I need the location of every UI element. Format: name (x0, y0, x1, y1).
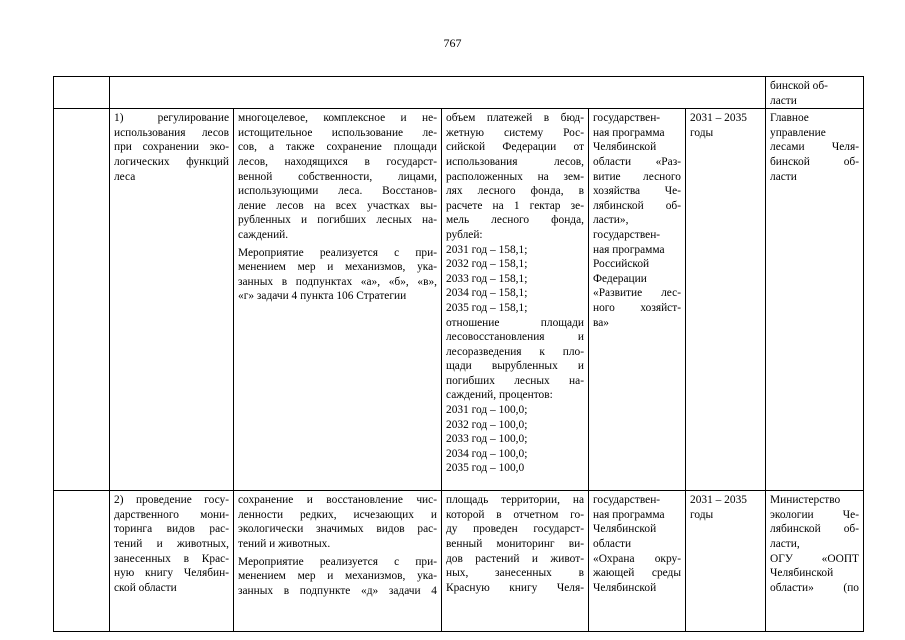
description-cell (234, 109, 442, 491)
text-line: леса (114, 170, 136, 183)
text-line: лях лесного фонда, в (446, 185, 584, 198)
text-line: занных в подпункте «д» задачи 4 (238, 584, 437, 597)
text-line: ного хозяйст- (593, 301, 681, 314)
text-line: тений и животных, (114, 537, 229, 550)
text-line: бинской об- (770, 155, 860, 168)
program-cell (589, 109, 686, 491)
text-line: экологии Че- (770, 508, 860, 521)
text-line: ную книгу Челябин- (114, 567, 229, 580)
text-line: 2032 год – 158,1; (446, 258, 528, 271)
text-line: 2) проведение госу- (114, 494, 229, 507)
text-line: рубленных и погибших лесных на- (238, 214, 437, 227)
text-line: торинга видов рас- (114, 523, 229, 536)
text-line: 2034 год – 158,1; (446, 287, 528, 300)
text-line: 2033 год – 158,1; (446, 272, 528, 285)
text-line: площадь территории, на (446, 494, 584, 507)
text-line: дарственного мони- (114, 508, 229, 521)
empty-cell (54, 77, 110, 109)
text-line: жающей среды (593, 567, 681, 580)
text-line: лесовосстановления и (446, 331, 584, 344)
text-line: расчете на 1 гектар зе- (446, 199, 584, 212)
text-line: щади вырубленных и (446, 360, 584, 373)
indicator-cell (442, 109, 589, 491)
text-line: государствен- (593, 494, 661, 507)
text-line: Российской (593, 258, 650, 271)
text-line: объем платежей в бюд- (446, 112, 584, 125)
text-line: области» (по (770, 581, 860, 594)
text-line: бинской об- (770, 80, 828, 92)
text-line: «г» задачи 4 пункта 106 Стратегии (238, 290, 407, 303)
indicator-cell (442, 491, 589, 632)
text-line: государствен- (593, 228, 661, 241)
document-table (53, 76, 864, 632)
text-line: 2031 год – 100,0; (446, 404, 528, 417)
text-line: лесами Челя- (770, 141, 860, 154)
text-line: отношение площади (446, 316, 584, 329)
text-line: Челябинской (593, 523, 657, 536)
text-line: годы (690, 126, 714, 139)
executor-cell (766, 109, 864, 491)
text-line: государствен- (593, 112, 661, 125)
text-line: Красную книгу Челя- (446, 581, 584, 594)
text-line: занных в подпунктах «а», «б», «в», (238, 275, 437, 288)
text-line: занесенных в Крас- (114, 552, 229, 565)
text-line: ная программа (593, 508, 665, 521)
description-cell (234, 491, 442, 632)
text-line: многоцелевое, комплексное и не- (238, 112, 437, 125)
text-line: тений и животных. (238, 537, 331, 550)
text-line: логических функций (114, 155, 229, 168)
text-line: управление (770, 126, 826, 139)
text-line: саждений, процентов: (446, 389, 553, 402)
text-line: Челябинской (593, 581, 657, 594)
text-line: менением мер и механизмов, ука- (238, 261, 437, 274)
text-line: ду проведен государст- (446, 523, 584, 536)
text-line: ная программа (593, 126, 665, 139)
text-line: 2035 год – 100,0 (446, 462, 525, 475)
text-line: рублей: (446, 228, 483, 241)
continued-executor-cell (766, 77, 864, 109)
task-cell (110, 491, 234, 632)
text-line: экологически значимых видов рас- (238, 523, 437, 536)
text-line: 2033 год – 100,0; (446, 433, 528, 446)
text-line: ление лесов на всех участках вы- (238, 199, 437, 212)
task-cell (110, 109, 234, 491)
program-cell (589, 491, 686, 632)
text-line: венной собственности, лицами, (238, 170, 437, 183)
text-line: 2035 год – 158,1; (446, 301, 528, 314)
text-line: лябинской об- (593, 199, 681, 212)
text-line: жетную систему Рос- (446, 126, 584, 139)
text-line: хозяйства Че- (593, 185, 681, 198)
text-line: ва» (593, 316, 609, 329)
number-cell (54, 491, 110, 632)
text-line: сов, а также сохранение площади (238, 141, 437, 154)
text-line: ная программа (593, 243, 665, 256)
period-cell (686, 109, 766, 491)
text-line: венный мониторинг ви- (446, 537, 584, 550)
number-cell (54, 109, 110, 491)
text-line: Главное (770, 112, 809, 125)
text-line: сохранение и восстановление чис- (238, 494, 437, 507)
text-line: при сохранении эко- (114, 141, 229, 154)
text-line: 2032 год – 100,0; (446, 418, 528, 431)
text-line: ОГУ «ООПТ (770, 552, 860, 565)
text-line: лесоразведения к пло- (446, 345, 584, 358)
text-line: области «Раз- (593, 155, 681, 168)
text-line: мель лесного фонда, (446, 214, 584, 227)
text-line: использования лесов (114, 126, 229, 139)
text-line: ленности редких, исчезающих и (238, 508, 437, 521)
text-line: погибших лесных на- (446, 374, 584, 387)
text-line: использования лесов, (446, 155, 584, 168)
executor-cell (766, 491, 864, 632)
period-cell (686, 491, 766, 632)
table-row-continued (54, 77, 864, 109)
text-line: 2034 год – 100,0; (446, 447, 528, 460)
text-line: саждений. (238, 228, 289, 241)
text-line: Федерации (593, 272, 647, 285)
text-line: истощительное использование ле- (238, 126, 437, 139)
text-line: ных, занесенных в (446, 567, 584, 580)
page-number: 767 (443, 36, 462, 50)
text-line: Министерство (770, 494, 841, 507)
text-line: «Охрана окру- (593, 552, 681, 565)
text-line: Челябинской (770, 567, 834, 580)
text-line: годы (690, 508, 714, 521)
text-line: расположенных на зем- (446, 170, 584, 183)
text-line: 2031 – 2035 (690, 494, 747, 507)
table-row (54, 491, 864, 632)
text-line: которой в отчетном го- (446, 508, 584, 521)
text-line: Челябинской (593, 141, 657, 154)
text-line: дов растений и живот- (446, 552, 584, 565)
text-line: 1) регулирование (114, 112, 229, 125)
text-line: ласти (770, 170, 797, 183)
text-line: ской области (114, 581, 177, 594)
text-line: ласти (770, 94, 797, 107)
text-line: 2031 год – 158,1; (446, 243, 528, 256)
empty-merged-cell (110, 77, 766, 109)
table-row (54, 109, 864, 491)
text-line: витие лесного (593, 170, 681, 183)
text-line: области (593, 537, 632, 550)
text-line: ласти», (593, 214, 629, 227)
text-line: Мероприятие реализуется с при- (238, 555, 437, 568)
text-line: Мероприятие реализуется с при- (238, 246, 437, 259)
text-line: «Развитие лес- (593, 287, 681, 300)
text-line: менением мер и механизмов, ука- (238, 570, 437, 583)
text-line: использующими леса. Восстанов- (238, 185, 437, 198)
text-line: 2031 – 2035 (690, 112, 747, 125)
text-line: лесов, находящихся в государст- (238, 155, 437, 168)
text-line: сийской Федерации от (446, 141, 584, 154)
text-line: лябинской об- (770, 523, 860, 536)
text-line: ласти, (770, 537, 800, 550)
